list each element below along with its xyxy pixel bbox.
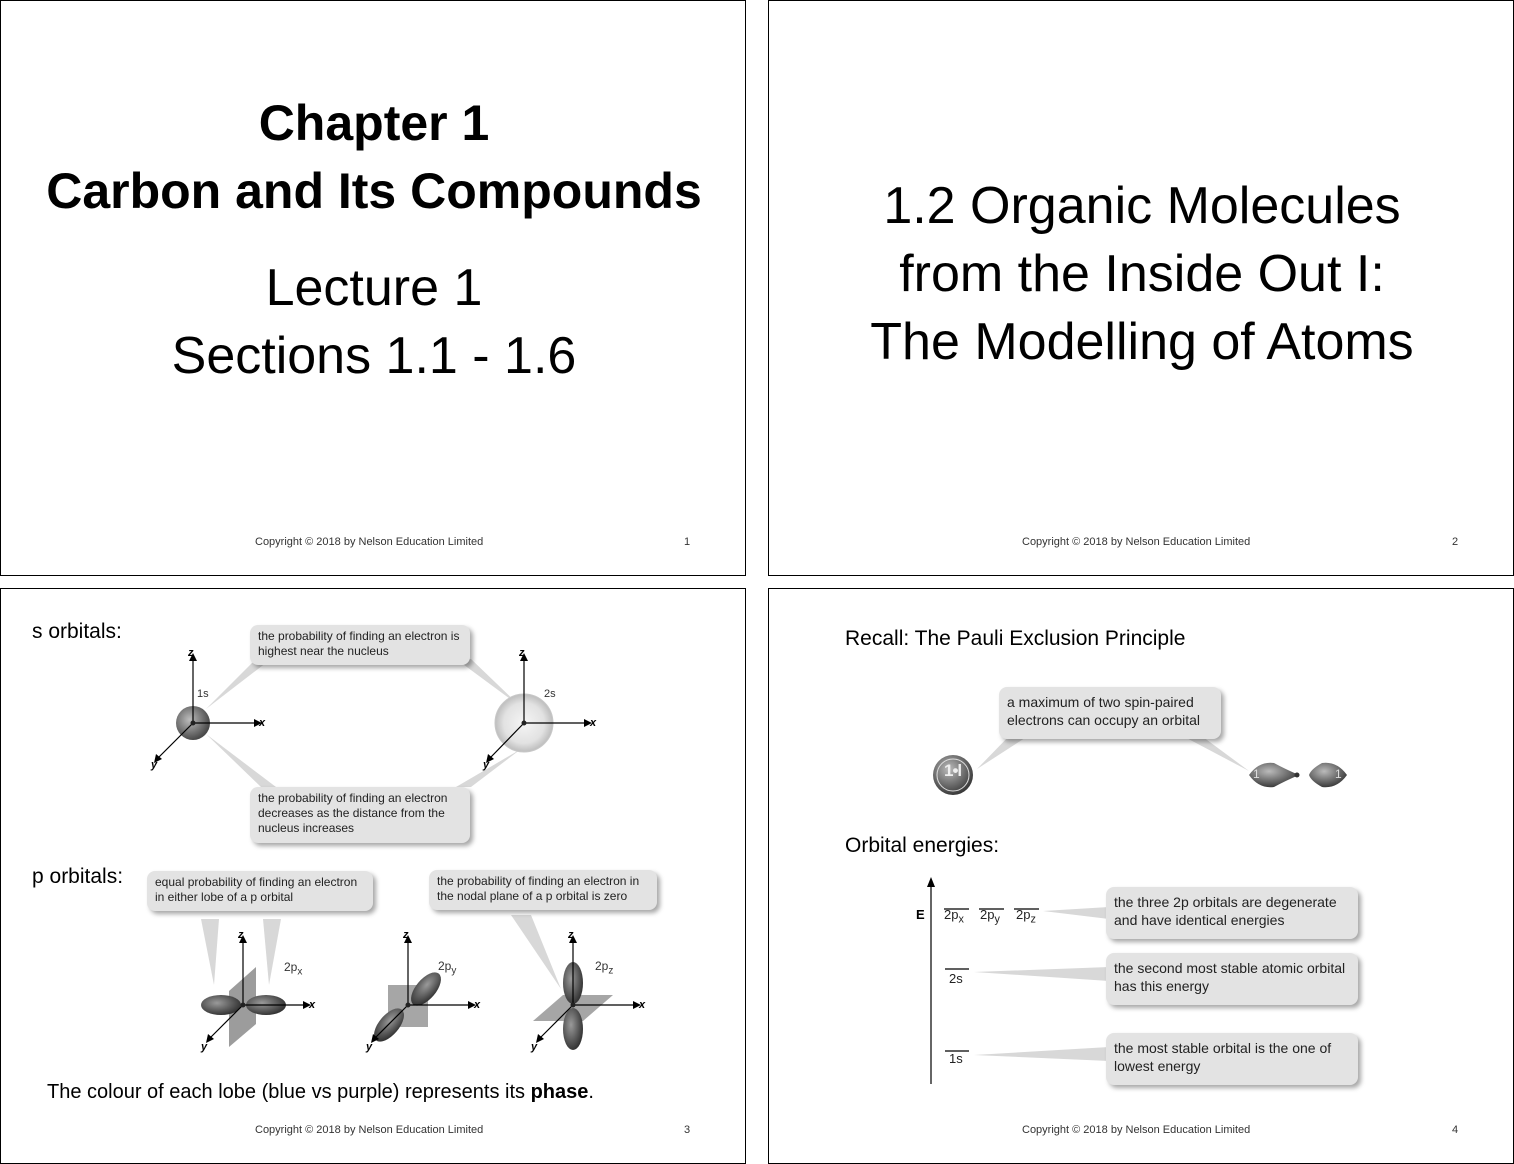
pauli-heading: Recall: The Pauli Exclusion Principle: [845, 627, 1186, 650]
level-2px-subscript: x: [958, 913, 964, 926]
level-2py-subscript: y: [994, 913, 1000, 926]
slide-2: [768, 0, 1514, 576]
level-2py-label: [980, 907, 1000, 926]
x-axis-label: x: [639, 999, 646, 1011]
orbital-2py-subscript: y: [451, 965, 457, 977]
callout-nodal-plane: the probability of finding an electron in the nodal plane of a p orbital is zero: [429, 870, 657, 910]
page-number: 4: [1452, 1124, 1459, 1136]
orbital-2px-subscript: x: [297, 966, 303, 978]
orbital-energies-heading: Orbital energies:: [845, 834, 1000, 857]
level-2px-text: 2p: [944, 907, 959, 922]
chapter-title: Chapter 1: [258, 95, 490, 151]
slide-3: [0, 588, 746, 1164]
z-axis-label: z: [403, 929, 409, 941]
copyright-footer: Copyright © 2018 by Nelson Education Limited: [1022, 536, 1251, 548]
orbital-1s-label: 1s: [197, 688, 209, 700]
slide-4: [768, 588, 1514, 1164]
y-axis-label: y: [483, 759, 490, 771]
callout-pointer: [1179, 734, 1249, 771]
orbital-2px: [201, 935, 311, 1047]
z-axis-label: z: [519, 647, 525, 659]
orbital-2pz-text: 2p: [595, 959, 609, 973]
slide-1: [0, 0, 746, 576]
section-title-line-1: 1.2 Organic Molecules: [883, 177, 1401, 235]
callout-pointer: [206, 734, 276, 787]
callout-pauli: a maximum of two spin-paired electrons can occupy an orbital: [999, 687, 1221, 739]
page-number: 1: [684, 536, 691, 548]
x-axis-label: x: [259, 717, 266, 729]
chapter-subtitle: Carbon and Its Compounds: [46, 163, 702, 219]
copyright-footer: Copyright © 2018 by Nelson Education Limited: [1022, 1124, 1251, 1136]
level-2pz-subscript: z: [1030, 913, 1036, 926]
callout-decreases-with-distance: the probability of finding an electron decreases as the distance from the nucleus increases: [250, 787, 470, 843]
x-axis-label: x: [309, 999, 316, 1011]
level-2pz-text: 2p: [1016, 907, 1031, 922]
orbital-2px-label: [284, 960, 302, 977]
p-orbital-lobes: [1249, 763, 1347, 788]
spin-up-icon: 1: [1253, 767, 1260, 781]
y-axis-label: y: [201, 1041, 208, 1053]
level-2s-label: 2s: [949, 971, 963, 986]
level-2py-text: 2p: [980, 907, 995, 922]
callout-pointer: [977, 734, 1031, 769]
callout-pointer: [511, 915, 561, 989]
copyright-footer: Copyright © 2018 by Nelson Education Limited: [255, 1124, 484, 1136]
phase-caption: [47, 1081, 594, 1104]
spin-pair-arrows-icon: 1•l: [944, 761, 962, 780]
y-axis-label: y: [531, 1041, 538, 1053]
y-axis-label: y: [151, 759, 158, 771]
energy-axis-arrow: [927, 877, 935, 887]
lecture-label: Lecture 1: [265, 259, 483, 317]
level-2pz-label: [1016, 907, 1036, 926]
phase-caption-bold: phase: [530, 1081, 589, 1103]
orbital-2py-label: [438, 959, 456, 976]
level-2px-label: [944, 907, 964, 926]
callout-highest-near-nucleus: the probability of finding an electron is highest near the nucleus: [250, 625, 470, 665]
orbital-2px-text: 2p: [284, 960, 298, 974]
callout-pointer: [201, 919, 219, 985]
level-1s-label: 1s: [949, 1051, 963, 1066]
z-axis-label: z: [568, 929, 574, 941]
callout-pointer: [974, 967, 1109, 981]
copyright-footer: Copyright © 2018 by Nelson Education Limited: [255, 536, 484, 548]
section-title-line-3: The Modelling of Atoms: [870, 313, 1414, 371]
spin-down-icon: 1: [1335, 767, 1342, 781]
orbital-2s: [486, 653, 592, 763]
page-number: 3: [684, 1124, 691, 1136]
callout-pointer: [206, 659, 271, 709]
callout-pointer: [974, 1047, 1109, 1061]
z-axis-label: z: [188, 647, 194, 659]
orbital-2pz-subscript: z: [608, 965, 614, 977]
callout-most-stable: the most stable orbital is the one of lowest energy: [1106, 1033, 1358, 1085]
x-axis-label: x: [590, 717, 597, 729]
callout-equal-probability: equal probability of finding an electron in either lobe of a p orbital: [147, 871, 373, 911]
phase-caption-period: .: [588, 1081, 594, 1103]
orbital-2py: [368, 935, 476, 1047]
orbital-2pz-label: [595, 959, 613, 976]
orbital-2s-label: 2s: [544, 688, 556, 700]
section-title-line-2: from the Inside Out I:: [899, 245, 1385, 303]
callout-pointer: [1043, 907, 1109, 919]
callout-degenerate-2p: the three 2p orbitals are degenerate and have identical energies: [1106, 887, 1358, 939]
s-orbitals-label: s orbitals:: [32, 620, 122, 643]
callout-second-stable: the second most stable atomic orbital has this energy: [1106, 953, 1358, 1005]
y-axis-label: y: [366, 1041, 373, 1053]
phase-caption-text: The colour of each lobe (blue vs purple) represents its: [47, 1081, 531, 1103]
page-number: 2: [1452, 536, 1459, 548]
orbital-2pz: [533, 935, 641, 1050]
orbital-2py-text: 2p: [438, 959, 452, 973]
sections-label: Sections 1.1 - 1.6: [171, 327, 577, 385]
p-orbitals-label: p orbitals:: [32, 865, 124, 888]
energy-axis-label: E: [916, 907, 925, 922]
callout-pointer: [263, 919, 281, 985]
z-axis-label: z: [238, 929, 244, 941]
x-axis-label: x: [474, 999, 481, 1011]
